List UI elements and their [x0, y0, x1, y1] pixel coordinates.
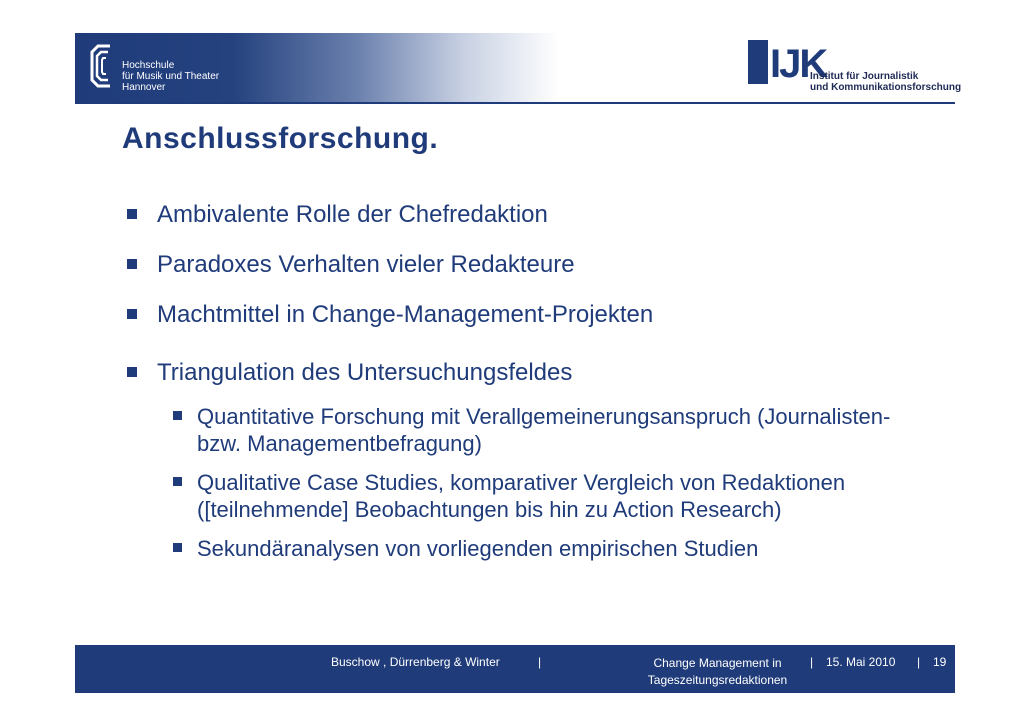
- bullet-text: Triangulation des Untersuchungsfeldes: [157, 359, 573, 386]
- ijk-logo-letters: IJK: [770, 42, 827, 86]
- ijk-logo-block: [748, 40, 768, 84]
- footer-separator: |: [538, 655, 542, 669]
- hochschule-logo-icon: [88, 42, 118, 90]
- square-bullet-icon: [127, 259, 137, 269]
- sub-bullet-text: Quantitative Forschung mit Verallgemeinerungsanspruch (Journalisten- bzw. Managementbefragung): [197, 404, 891, 456]
- slide-title: Anschlussforschung.: [122, 122, 439, 155]
- footer-page-number: 19: [933, 655, 947, 669]
- sub-list-item: [167, 469, 897, 523]
- square-bullet-icon: [173, 477, 182, 486]
- list-item: [125, 358, 925, 562]
- footer-authors: Buschow , Dürrenberg & Winter: [331, 655, 500, 669]
- bullet-text: Ambivalente Rolle der Chefredaktion: [157, 201, 548, 228]
- sub-list-item: [167, 535, 897, 562]
- square-bullet-icon: [173, 543, 182, 552]
- ijk-logo-text: Institut für Journalistik und Kommunikationsforschung: [810, 71, 962, 93]
- sub-bullet-text: Sekundäranalysen von vorliegenden empirischen Studien: [197, 536, 759, 561]
- sub-bullet-list: [167, 403, 925, 562]
- footer-band: [75, 645, 955, 693]
- sub-list-item: [167, 403, 897, 457]
- footer-date: 15. Mai 2010: [826, 655, 896, 669]
- square-bullet-icon: [127, 209, 137, 219]
- sub-bullet-text: Qualitative Case Studies, komparativer Vergleich von Redaktionen ([teilnehmende] Beobachtungen bis hin zu Action Research): [197, 470, 846, 522]
- footer-separator: |: [917, 655, 921, 669]
- square-bullet-icon: [127, 367, 137, 377]
- footer-topic: Change Management in Tageszeitungsredaktionen: [647, 656, 788, 687]
- footer-separator: |: [810, 655, 814, 669]
- square-bullet-icon: [173, 411, 182, 420]
- bullet-text: Machtmittel in Change-Management-Projekten: [157, 301, 654, 328]
- list-item: [125, 300, 925, 329]
- bullet-text: Paradoxes Verhalten vieler Redakteure: [157, 251, 575, 278]
- list-item: [125, 250, 925, 279]
- header-divider: [75, 102, 955, 104]
- square-bullet-icon: [127, 309, 137, 319]
- list-item: [125, 200, 925, 229]
- hochschule-logo-text: Hochschule für Musik und Theater Hannover: [122, 60, 220, 93]
- bullet-list: [125, 200, 925, 574]
